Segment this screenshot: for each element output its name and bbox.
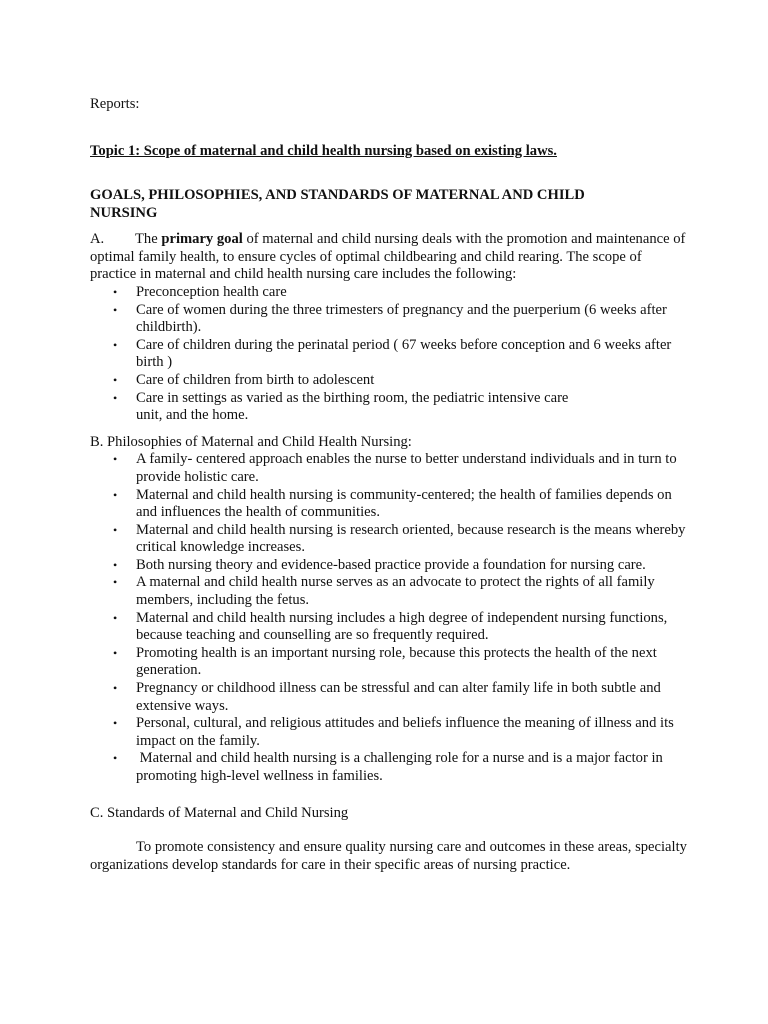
bullet-icon: •	[113, 284, 118, 299]
document-page	[90, 96, 690, 874]
section-c-paragraph: To promote consistency and ensure quality nursing care and outcomes in these areas, specialty organizations develop standards for care in their specific areas of nursing practice.	[90, 839, 687, 873]
bullet-icon: •	[113, 452, 118, 467]
list-item-text: Maternal and child health nursing is research oriented, because research is the means whereby critical knowledge increases.	[136, 521, 686, 556]
section-c-title: C. Standards of Maternal and Child Nursing	[90, 804, 349, 821]
bullet-icon: •	[113, 337, 118, 352]
bullet-icon: •	[113, 610, 118, 625]
list-item-text: Both nursing theory and evidence-based practice provide a foundation for nursing care.	[136, 556, 646, 573]
bullet-icon: •	[113, 372, 118, 387]
bullet-icon: •	[113, 302, 118, 317]
list-item-text: Care of children from birth to adolescent	[136, 371, 375, 388]
list-item-text: Care of children during the perinatal period ( 67 weeks before conception and 6 weeks after birth )	[136, 336, 672, 371]
list-item-text: Care in settings as varied as the birthing room, the pediatric intensive care unit, and the home.	[136, 389, 569, 424]
list-item-text: Personal, cultural, and religious attitudes and beliefs influence the meaning of illness and its impact on the family.	[136, 715, 674, 749]
reports-label: Reports:	[90, 96, 140, 112]
list-item	[90, 610, 690, 645]
list-item	[90, 390, 576, 425]
bullet-icon: •	[113, 716, 118, 731]
list-item-text: Maternal and child health nursing is community-centered; the health of families depends on and influences the health of communities.	[136, 486, 672, 521]
list-item	[90, 302, 690, 337]
list-item-text: Care of women during the three trimesters of pregnancy and the puerperium (6 weeks after childbirth).	[136, 301, 667, 336]
list-item	[90, 284, 690, 302]
scope-list	[90, 284, 690, 425]
list-item	[90, 645, 690, 680]
list-item	[90, 372, 690, 390]
list-item	[90, 337, 690, 372]
list-item-text: Maternal and child health nursing is a challenging role for a nurse and is a major factor in promoting high-level wellness in families.	[136, 750, 667, 784]
list-item	[90, 487, 690, 522]
list-item	[90, 557, 690, 575]
bullet-icon: •	[113, 751, 118, 766]
list-item-text: Maternal and child health nursing includes a high degree of independent nursing functions, because teaching and counselling are so frequently required.	[136, 609, 668, 644]
bullet-icon: •	[113, 487, 118, 502]
list-item	[90, 451, 690, 486]
philosophies-list	[90, 451, 690, 785]
list-item	[90, 715, 690, 750]
list-item-text: Preconception health care	[136, 283, 287, 300]
list-item-text: A family- centered approach enables the nurse to better understand individuals and in turn to provide holistic care.	[136, 451, 677, 485]
section-a-intro-prefix: The	[135, 231, 162, 248]
bullet-icon: •	[113, 681, 118, 696]
bullet-icon: •	[113, 390, 118, 405]
section-heading: GOALS, PHILOSOPHIES, AND STANDARDS OF MATERNAL AND CHILD NURSING	[90, 187, 585, 221]
list-item	[90, 522, 690, 557]
bullet-icon: •	[113, 522, 118, 537]
list-item	[90, 574, 690, 609]
section-b-title: B. Philosophies of Maternal and Child Health Nursing:	[90, 433, 412, 450]
list-item	[90, 680, 690, 715]
list-item-text: A maternal and child health nurse serves as an advocate to protect the rights of all family members, including the fetus.	[136, 574, 655, 609]
bullet-icon: •	[113, 557, 118, 572]
list-item	[90, 750, 690, 785]
bullet-icon: •	[113, 645, 118, 660]
section-a-intro-rest: of maternal and child nursing deals with the promotion and maintenance of optimal family health, to ensure cycles of optimal childbearing and child rearing. The scope of practice in maternal and child health nursing care includes the following:	[90, 231, 686, 283]
bullet-icon: •	[113, 575, 118, 590]
topic-title: Topic 1: Scope of maternal and child health nursing based on existing laws.	[90, 143, 557, 159]
section-a-intro	[90, 231, 690, 284]
list-item-text: Pregnancy or childhood illness can be stressful and can alter family life in both subtle and extensive ways.	[136, 680, 661, 714]
section-a-letter: A.	[90, 231, 105, 248]
list-item-text: Promoting health is an important nursing role, because this protects the health of the next generation.	[136, 644, 657, 679]
primary-goal-emphasis: primary goal	[161, 231, 243, 248]
